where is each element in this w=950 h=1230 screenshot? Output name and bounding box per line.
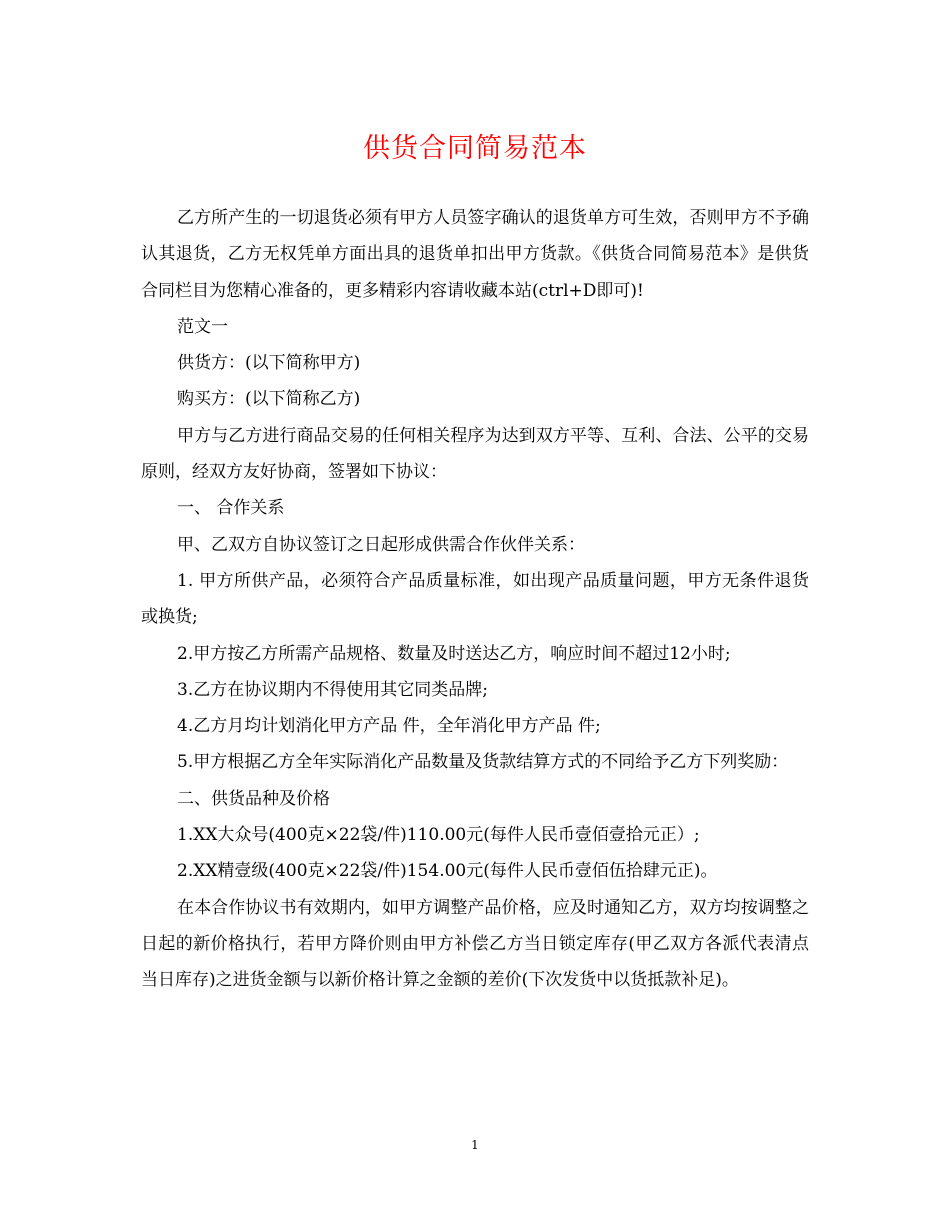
section-heading-products-prices: 二、供货品种及价格 xyxy=(177,788,330,809)
clause-5: 5.甲方根据乙方全年实际消化产品数量及货款结算方式的不同给予乙方下列奖励： xyxy=(177,752,789,773)
paragraph-agreement-preamble: 甲方与乙方进行商品交易的任何相关程序为达到双方平等、互利、合法、公平的交易原则，经双方友好协商，签署如下协议： xyxy=(141,425,809,483)
price-item-1: 1.XX大众号(400克×22袋/件)110.00元(每件人民币壹佰壹拾元正）; xyxy=(177,825,700,846)
price-item-2: 2.XX精壹级(400克×22袋/件)154.00元(每件人民币壹佰伍拾肆元正)。 xyxy=(177,861,718,882)
page-number: 1 xyxy=(471,1138,479,1152)
paragraph-cooperation-relation: 甲、乙双方自协议签订之日起形成供需合作伙伴关系： xyxy=(177,534,585,555)
document-title: 供货合同简易范本 xyxy=(363,133,587,164)
clause-4: 4.乙方月均计划消化甲方产品 件，全年消化甲方产品 件; xyxy=(177,716,601,737)
document-body xyxy=(141,200,809,999)
clause-2: 2.甲方按乙方所需产品规格、数量及时送达乙方，响应时间不超过12小时; xyxy=(177,643,731,664)
section-heading-cooperation: 一、 合作关系 xyxy=(177,498,285,519)
paragraph-intro: 乙方所产生的一切退货必须有甲方人员签字确认的退货单方可生效，否则甲方不予确认其退货，乙方无权凭单方面出具的退货单扣出甲方货款。《供货合同简易范本》是供货合同栏目为您精心准备的，更多精彩内容请收藏本站(ctrl+D即可)! xyxy=(141,208,809,301)
clause-3: 3.乙方在协议期内不得使用其它同类品牌; xyxy=(177,679,488,700)
paragraph-sample-heading: 范文一 xyxy=(177,316,228,337)
paragraph-supplier: 供货方：(以下简称甲方) xyxy=(177,353,361,374)
paragraph-buyer: 购买方：(以下简称乙方) xyxy=(177,389,361,410)
paragraph-price-adjustment: 在本合作协议书有效期内，如甲方调整产品价格，应及时通知乙方，双方均按调整之日起的新价格执行，若甲方降价则由甲方补偿乙方当日锁定库存(甲乙双方各派代表清点当日库存)之进货金额与以新价格计算之金额的差价(下次发货中以货抵款补足)。 xyxy=(141,897,809,991)
clause-1: 1. 甲方所供产品，必须符合产品质量标准，如出现产品质量问题，甲方无条件退货或换货; xyxy=(141,570,809,628)
